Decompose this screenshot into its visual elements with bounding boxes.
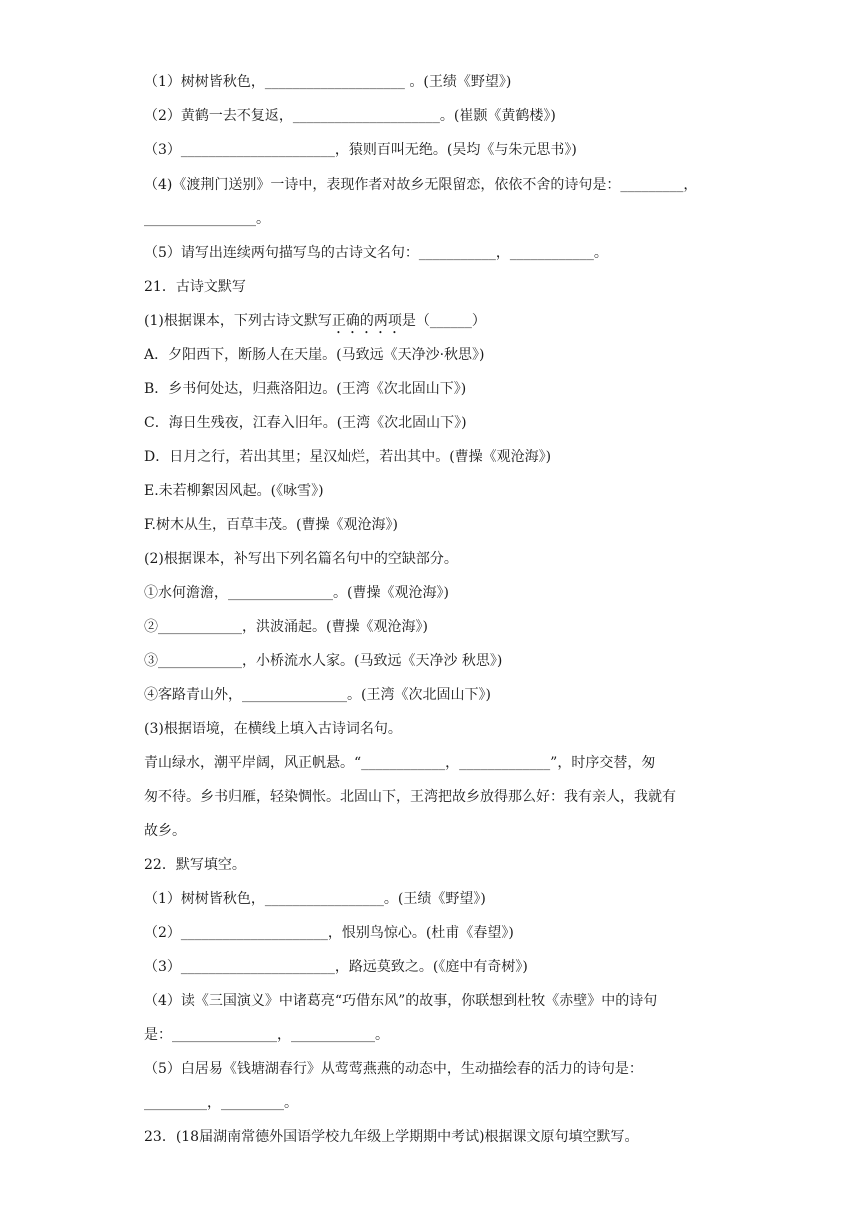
q21-part-2-prompt: (2)根据课本，补写出下列名篇名句中的空缺部分。: [144, 551, 458, 567]
q20-item-3: （3）______________________，猿则百叫无绝。(吴均《与朱元思书》): [144, 142, 577, 158]
q22-item-5: （5）白居易《钱塘湖春行》从莺莺燕燕的动态中，生动描绘春的活力的诗句是：: [144, 1061, 643, 1077]
q21-part-1-prompt: [144, 311, 486, 337]
q22-item-2: （2）_____________________，恨别鸟惊心。(杜甫《春望》): [144, 925, 514, 941]
q21-part-2-item-1: ①水何澹澹，_______________。(曹操《观沧海》): [144, 585, 449, 601]
q21-part-1-prompt-text: (1)根据课本，下列古诗文默写: [144, 313, 332, 329]
q22-item-5-cont: _________，_________。: [144, 1095, 298, 1111]
option-c: C．海日生残夜，江春入旧年。(王湾《次北固山下》): [144, 415, 467, 431]
q20-item-4: （4)《渡荆门送别》一诗中，表现作者对故乡无限留恋，依依不舍的诗句是：_________，: [144, 177, 698, 193]
emphasized-text: 正确的两项: [331, 313, 402, 329]
q20-item-2: （2）黄鹤一去不复返，_____________________。(崔颢《黄鹤楼》): [144, 108, 556, 124]
option-a: A．夕阳西下，断肠人在天崖。(马致远《天净沙·秋思》): [144, 347, 485, 363]
q21-part-2-item-3: ③____________，小桥流水人家。(马致远《天净沙 秋思》): [144, 653, 503, 669]
option-b: B．乡书何处达，归燕洛阳边。(王湾《次北固山下》): [144, 381, 467, 397]
q21-part-3-context: 青山绿水，潮平岸阔，风正帆悬。“____________，_____________”，时序交替，匆: [144, 755, 656, 771]
q22-item-4: （4）读《三国演义》中诸葛亮“巧借东风”的故事，你联想到杜牧《赤壁》中的诗句: [144, 993, 658, 1009]
q22-item-4-cont: 是：_______________，____________。: [144, 1027, 389, 1043]
q21-part-2-item-2: ②____________，洪波涌起。(曹操《观沧海》): [144, 619, 428, 635]
q23-heading: 23．(18届湖南常德外国语学校九年级上学期期中考试)根据课文原句填空默写。: [144, 1129, 639, 1145]
q21-heading: 21．古诗文默写: [144, 279, 246, 295]
q21-part-3-context-end: 故乡。: [144, 823, 186, 839]
q20-item-1: （1）树树皆秋色，____________________ 。(王绩《野望》): [144, 74, 512, 90]
option-d: D．日月之行，若出其里；星汉灿烂，若出其中。(曹操《观沧海》): [144, 449, 552, 465]
q20-item-5: （5）请写出连续两句描写鸟的古诗文名句：___________，____________。: [144, 245, 608, 261]
option-e: E.未若柳絮因风起。(《咏雪》): [144, 483, 324, 499]
q22-item-3: （3）______________________，路远莫致之。(《庭中有奇树》): [144, 959, 528, 975]
answer-blank: 是（______）: [401, 313, 486, 329]
q20-item-4-cont: ________________。: [144, 211, 270, 227]
q22-item-1: （1）树树皆秋色，_________________。(王绩《野望》): [144, 891, 486, 907]
q21-part-3-prompt: (3)根据语境，在横线上填入古诗词名句。: [144, 721, 402, 737]
option-f: F.树木从生，百草丰茂。(曹操《观沧海》): [144, 517, 398, 533]
q21-part-3-context-cont: 匆不待。乡书归雁，轻染惆怅。北固山下，王湾把故乡放得那么好：我有亲人，我就有: [144, 789, 676, 805]
q22-heading: 22．默写填空。: [144, 857, 246, 873]
q21-part-2-item-4: ④客路青山外，_______________。(王湾《次北固山下》): [144, 687, 491, 703]
